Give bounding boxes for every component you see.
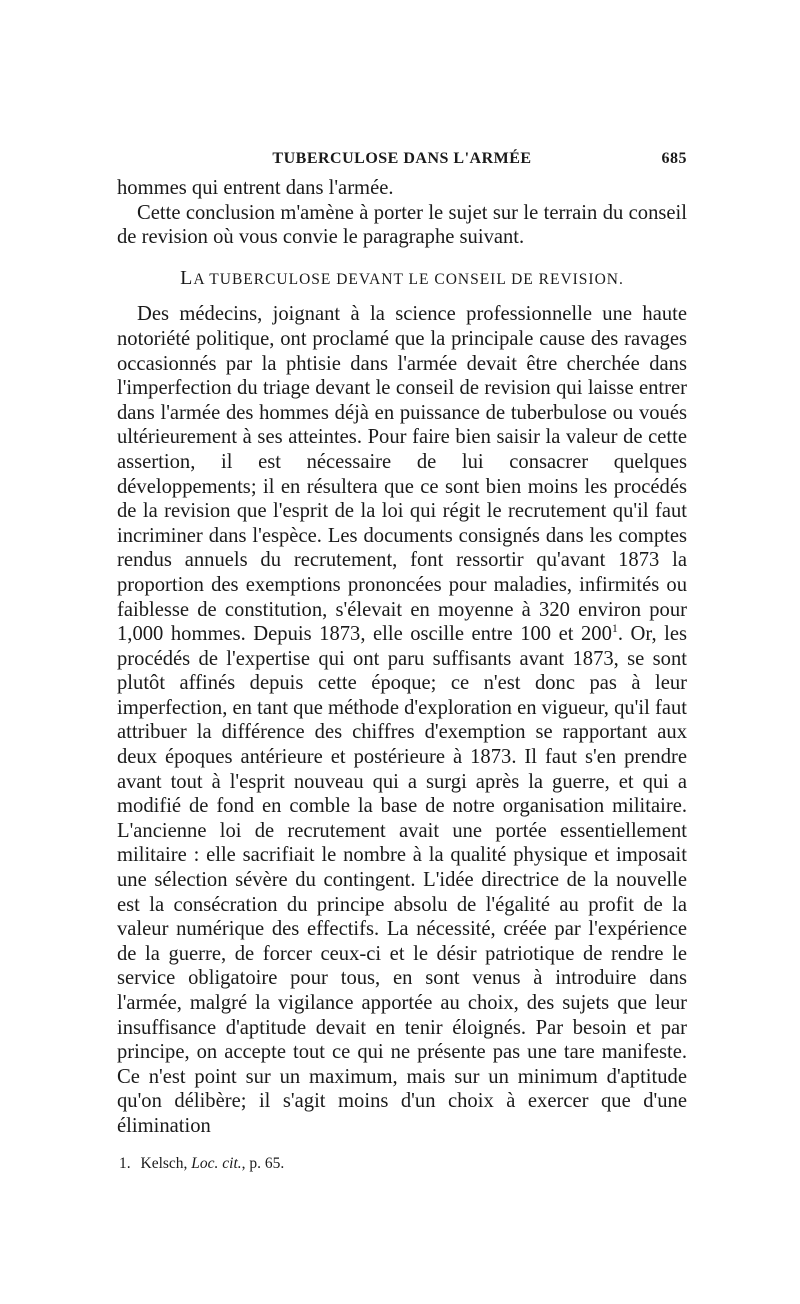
book-page — [117, 150, 687, 1173]
running-title: TUBERCULOSE DANS L'ARMÉE — [272, 150, 532, 167]
paragraph-main-text-b: . Or, les procédés de l'expertise qui ont paru suffisants avant 1873, se sont plutôt affinés depuis cette époque; ce n'est donc pas à leur imperfection, en tant que méthode d'exploration en vigueur, qu'il faut attribuer la différence des chiffres d'exemption se rapportant aux deux époques antérieure et postérieure à 1873. Il faut s'en prendre avant tout à l'esprit nouveau qui a surgi après la guerre, et qui a modifié de fond en comble la base de notre organisation militaire. L'ancienne loi de recrutement avait une portée essentiellement militaire : elle sacrifiait le nombre à la qualité physique et imposait une sélection sévère du contingent. L'idée directrice de la nouvelle est la consécration du principe absolu de l'égalité au profit de la valeur numérique des effectifs. La nécessité, créée par l'expérience de la guerre, de forcer ceux-ci et le désir patriotique de rendre le service obligatoire pour tous, en sont venus à introduire dans l'armée, malgré la vigilance apportée au choix, des sujets que leur insuffisance d'aptitude devait en tenir éloignés. Par besoin et par principe, on accepte tout ce qui ne présente pas une tare manifeste. Ce n'est point sur un maximum, mais sur un minimum d'aptitude qu'on délibère; il s'agit moins d'un choix à exercer que d'une élimination — [117, 623, 687, 1137]
paragraph-conclusion: Cette conclusion m'amène à porter le sujet sur le terrain du conseil de revision où vous convie le paragraphe suivant. — [117, 201, 687, 249]
footnote-citation: Loc. cit. — [191, 1154, 242, 1172]
section-heading-initial: L — [180, 266, 194, 289]
footnote — [117, 1155, 687, 1173]
paragraph-continuation: hommes qui entrent dans l'armée. — [117, 177, 394, 199]
section-heading-rest: A TUBERCULOSE DEVANT LE CONSEIL DE REVISION. — [193, 270, 624, 288]
footnote-page: , p. 65. — [241, 1154, 285, 1172]
running-head — [117, 150, 687, 176]
footnote-author: Kelsch, — [140, 1154, 188, 1172]
paragraph-main — [117, 302, 687, 1138]
paragraph-main-text-a: Des médecins, joignant à la science professionnelle une haute notoriété politique, ont proclamé que la principale cause des ravages occasionnés par la phtisie dans l'armée devait être cherchée dans l'imperfection du triage devant le conseil de revision qui laisse entrer dans l'armée des hommes déjà en puissance de tuberbulose ou voués ultérieurement à ses atteintes. Pour faire bien saisir la valeur de cette assertion, il est nécessaire de lui consacrer quelques développements; il en résultera que ce sont bien moins les procédés de la revision que l'esprit de la loi qui régit le recrutement qu'il faut incriminer dans l'espèce. Les documents consignés dans les comptes rendus annuels du recrutement, font ressortir qu'avant 1873 la proportion des exemptions prononcées pour maladies, infirmités ou faiblesse de constitution, s'élevait en moyenne à 320 environ pour 1,000 hommes. Depuis 1873, elle oscille entre 100 et 200 — [117, 303, 687, 646]
body-text — [117, 176, 687, 1139]
section-heading — [117, 266, 687, 293]
page-number: 685 — [661, 150, 687, 167]
footnote-reference: 1 — [611, 621, 618, 636]
footnote-number: 1. — [119, 1154, 131, 1172]
